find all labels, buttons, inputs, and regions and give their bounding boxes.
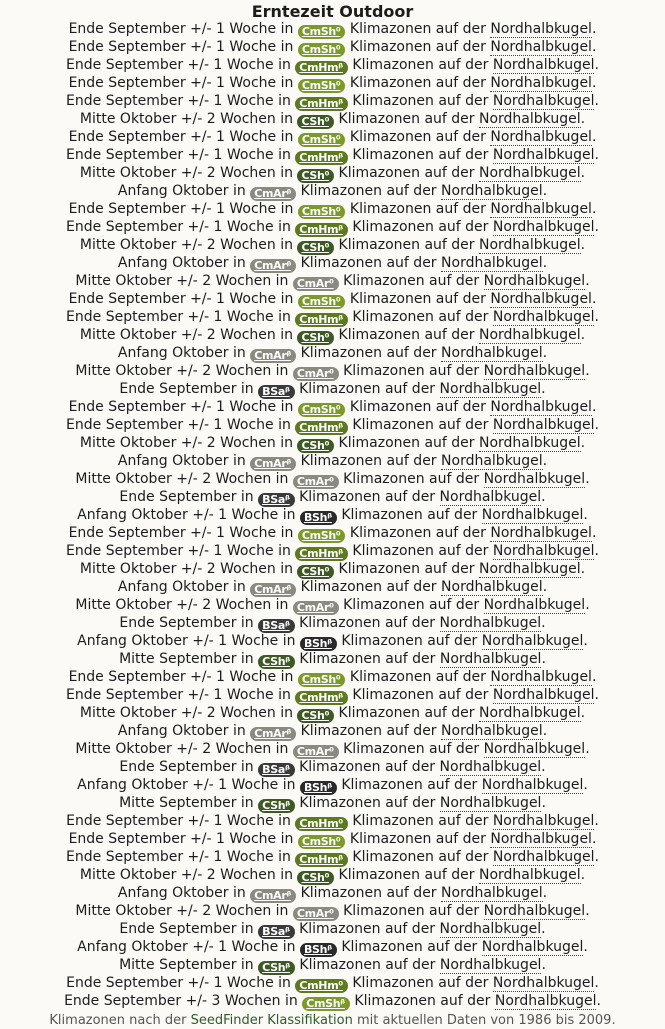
hemisphere-link[interactable]: Nordhalbkugel (490, 21, 592, 37)
climate-zone-suffix: Klimazonen auf der (338, 561, 475, 577)
climate-zone-suffix: Klimazonen auf der (338, 867, 475, 883)
hemisphere-link[interactable]: Nordhalbkugel (490, 39, 592, 55)
footer-text-before: Klimazonen nach der (49, 1013, 191, 1028)
harvest-time-text: Mitte Oktober +/- 2 Wochen in (79, 705, 293, 721)
climate-zone-badge[interactable]: CSh⁰ (297, 115, 334, 129)
climate-zone-suffix: Klimazonen auf der (299, 759, 436, 775)
climate-zone-suffix: Klimazonen auf der (341, 633, 478, 649)
hemisphere-link[interactable]: Nordhalbkugel (441, 579, 543, 595)
harvest-row: Ende September +/- 1 Woche in CmHmᵝ Klimazonen auf der Nordhalbkugel. (66, 147, 599, 164)
hemisphere-link[interactable]: Nordhalbkugel (481, 633, 584, 649)
harvest-time-text: Ende September +/- 1 Woche in (66, 849, 291, 865)
harvest-time-text: Anfang Oktober +/- 1 Woche in (77, 777, 296, 793)
climate-zone-suffix: Klimazonen auf der (338, 237, 475, 253)
climate-zone-suffix: Klimazonen auf der (299, 381, 436, 397)
harvest-row: Ende September +/- 1 Woche in CmHmᵝ Klimazonen auf der Nordhalbkugel. (66, 417, 599, 434)
climate-zone-suffix: Klimazonen auf der (343, 741, 480, 757)
climate-zone-suffix: Klimazonen auf der (300, 885, 437, 901)
climate-zone-suffix: Klimazonen auf der (349, 291, 486, 307)
climate-zone-badge[interactable]: CShᵝ (258, 655, 295, 669)
climate-zone-badge[interactable]: BShᵝ (300, 943, 337, 957)
harvest-row: Anfang Oktober in CmArᵝ Klimazonen auf der Nordhalbkugel. (117, 723, 548, 740)
climate-zone-badge[interactable]: CmAr⁰ (293, 745, 339, 759)
harvest-time-text: Ende September +/- 1 Woche in (66, 219, 291, 235)
harvest-row: Ende September +/- 1 Woche in CmSh⁰ Klimazonen auf der Nordhalbkugel. (68, 831, 597, 848)
climate-zone-badge[interactable]: CmHmᵝ (295, 313, 348, 327)
climate-zone-suffix: Klimazonen auf der (352, 849, 489, 865)
climate-zone-suffix: Klimazonen auf der (349, 831, 486, 847)
climate-zone-badge[interactable]: CShᵝ (258, 799, 295, 813)
climate-zone-badge[interactable]: CmHmᵝ (295, 691, 348, 705)
hemisphere-link[interactable]: Nordhalbkugel (439, 651, 542, 667)
climate-zone-badge[interactable]: CmSh⁰ (298, 43, 346, 57)
harvest-time-text: Mitte Oktober +/- 2 Wochen in (79, 867, 293, 883)
harvest-time-text: Ende September +/- 1 Woche in (68, 669, 294, 685)
harvest-row: Ende September in BSaᵝ Klimazonen auf der Nordhalbkugel. (119, 615, 546, 632)
harvest-time-text: Ende September +/- 3 Wochen in (64, 993, 298, 1009)
harvest-time-text: Ende September +/- 1 Woche in (66, 309, 291, 325)
hemisphere-link[interactable]: Nordhalbkugel (479, 867, 581, 883)
climate-zone-suffix: Klimazonen auf der (349, 129, 486, 145)
harvest-time-text: Ende September +/- 1 Woche in (66, 417, 291, 433)
climate-zone-badge[interactable]: BShᵝ (300, 637, 337, 651)
hemisphere-link[interactable]: Nordhalbkugel (483, 471, 586, 487)
harvest-row: Ende September +/- 1 Woche in CmHmᵝ Klimazonen auf der Nordhalbkugel. (66, 849, 599, 866)
harvest-time-text: Anfang Oktober in (117, 345, 246, 361)
harvest-time-text: Anfang Oktober in (117, 579, 246, 595)
harvest-time-text: Mitte Oktober +/- 2 Wochen in (75, 597, 289, 613)
harvest-row: Mitte Oktober +/- 2 Wochen in CSh⁰ Klimazonen auf der Nordhalbkugel. (79, 561, 586, 578)
hemisphere-link[interactable]: Nordhalbkugel (441, 723, 543, 739)
harvest-row: Mitte Oktober +/- 2 Wochen in CmAr⁰ Klimazonen auf der Nordhalbkugel. (75, 741, 590, 758)
hemisphere-link[interactable]: Nordhalbkugel (490, 291, 592, 307)
climate-zone-suffix: Klimazonen auf der (338, 327, 475, 343)
harvest-row: Mitte Oktober +/- 2 Wochen in CSh⁰ Klimazonen auf der Nordhalbkugel. (79, 237, 586, 254)
climate-zone-badge[interactable]: BSaᵝ (258, 619, 295, 633)
harvest-row: Ende September +/- 1 Woche in CmHm⁰ Klimazonen auf der Nordhalbkugel. (66, 813, 599, 830)
climate-zone-suffix: Klimazonen auf der (349, 399, 486, 415)
climate-zone-suffix: Klimazonen auf der (300, 723, 437, 739)
hemisphere-link[interactable]: Nordhalbkugel (479, 561, 581, 577)
climate-zone-suffix: Klimazonen auf der (349, 669, 486, 685)
harvest-row: Mitte Oktober +/- 2 Wochen in CSh⁰ Klimazonen auf der Nordhalbkugel. (79, 111, 586, 128)
climate-zone-badge[interactable]: CmSh⁰ (298, 295, 346, 309)
climate-zone-badge[interactable]: CmHmᵝ (295, 547, 348, 561)
climate-zone-suffix: Klimazonen auf der (352, 975, 489, 991)
climate-zone-badge[interactable]: CmHmᵝ (295, 61, 348, 75)
climate-zone-badge[interactable]: CSh⁰ (297, 565, 334, 579)
climate-zone-suffix: Klimazonen auf der (349, 21, 486, 37)
climate-zone-suffix: Klimazonen auf der (349, 525, 486, 541)
harvest-row: Ende September +/- 1 Woche in CmHmᵝ Klimazonen auf der Nordhalbkugel. (66, 57, 599, 74)
harvest-row: Ende September +/- 1 Woche in CmSh⁰ Klimazonen auf der Nordhalbkugel. (68, 291, 597, 308)
hemisphere-link[interactable]: Nordhalbkugel (492, 687, 595, 703)
harvest-row: Anfang Oktober in CmArᵝ Klimazonen auf der Nordhalbkugel. (117, 345, 548, 362)
footer-text-after: mit aktuellen Daten von 1986 bis 2009. (352, 1013, 616, 1028)
harvest-time-text: Ende September +/- 1 Woche in (68, 201, 294, 217)
harvest-time-text: Ende September +/- 1 Woche in (66, 57, 291, 73)
climate-zone-badge[interactable]: CmArᵝ (250, 349, 296, 363)
hemisphere-link[interactable]: Nordhalbkugel (479, 327, 581, 343)
climate-zone-badge[interactable]: BSaᵝ (258, 925, 295, 939)
hemisphere-link[interactable]: Nordhalbkugel (492, 417, 595, 433)
climate-zone-suffix: Klimazonen auf der (338, 705, 475, 721)
hemisphere-link[interactable]: Nordhalbkugel (483, 741, 586, 757)
hemisphere-link[interactable]: Nordhalbkugel (479, 435, 581, 451)
hemisphere-link[interactable]: Nordhalbkugel (483, 363, 586, 379)
climate-zone-suffix: Klimazonen auf der (343, 363, 480, 379)
harvest-row: Anfang Oktober in CmArᵝ Klimazonen auf der Nordhalbkugel. (117, 579, 548, 596)
climate-zone-badge[interactable]: CmShᵝ (302, 997, 350, 1011)
hemisphere-link[interactable]: Nordhalbkugel (439, 957, 542, 973)
harvest-row: Ende September +/- 1 Woche in CmSh⁰ Klimazonen auf der Nordhalbkugel. (68, 669, 597, 686)
climate-zone-suffix: Klimazonen auf der (299, 957, 436, 973)
harvest-row: Ende September +/- 1 Woche in CmSh⁰ Klimazonen auf der Nordhalbkugel. (68, 129, 597, 146)
climate-zone-badge[interactable]: CSh⁰ (297, 169, 334, 183)
harvest-time-text: Ende September +/- 1 Woche in (68, 525, 294, 541)
climate-zone-badge[interactable]: CmAr⁰ (293, 367, 339, 381)
hemisphere-link[interactable]: Nordhalbkugel (441, 255, 543, 271)
harvest-time-text: Mitte Oktober +/- 2 Wochen in (75, 903, 289, 919)
climate-zone-suffix: Klimazonen auf der (300, 579, 437, 595)
hemisphere-link[interactable]: Nordhalbkugel (439, 381, 542, 397)
climate-zone-suffix: Klimazonen auf der (349, 39, 486, 55)
harvest-row: Mitte Oktober +/- 2 Wochen in CSh⁰ Klimazonen auf der Nordhalbkugel. (79, 867, 586, 884)
climate-zone-badge[interactable]: CSh⁰ (297, 331, 334, 345)
climate-zone-badge[interactable]: CmSh⁰ (298, 25, 346, 39)
hemisphere-link[interactable]: Nordhalbkugel (492, 813, 595, 829)
hemisphere-link[interactable]: Nordhalbkugel (492, 975, 595, 991)
harvest-time-text: Mitte September in (119, 795, 254, 811)
harvest-row: Ende September in BSaᵝ Klimazonen auf der Nordhalbkugel. (119, 381, 546, 398)
climate-zone-badge[interactable]: CmHmᵝ (295, 151, 348, 165)
climate-zone-badge[interactable]: CmSh⁰ (298, 403, 346, 417)
climate-zone-badge[interactable]: CmArᵝ (250, 727, 296, 741)
harvest-row: Mitte Oktober +/- 2 Wochen in CmAr⁰ Klimazonen auf der Nordhalbkugel. (75, 903, 590, 920)
climate-zone-suffix: Klimazonen auf der (352, 57, 489, 73)
harvest-time-text: Mitte Oktober +/- 2 Wochen in (75, 363, 289, 379)
climate-zone-badge[interactable]: CmHm⁰ (295, 979, 348, 993)
climate-zone-badge[interactable]: BShᵝ (300, 781, 337, 795)
harvest-row: Mitte Oktober +/- 2 Wochen in CSh⁰ Klimazonen auf der Nordhalbkugel. (79, 435, 586, 452)
harvest-time-text: Ende September +/- 1 Woche in (68, 399, 294, 415)
harvest-time-text: Mitte Oktober +/- 2 Wochen in (79, 165, 293, 181)
harvest-row: Ende September +/- 1 Woche in CmSh⁰ Klimazonen auf der Nordhalbkugel. (68, 399, 597, 416)
hemisphere-link[interactable]: Nordhalbkugel (492, 849, 595, 865)
hemisphere-link[interactable]: Nordhalbkugel (490, 669, 592, 685)
harvest-time-text: Mitte September in (119, 651, 254, 667)
harvest-time-text: Ende September in (119, 489, 254, 505)
harvest-time-text: Mitte Oktober +/- 2 Wochen in (79, 327, 293, 343)
hemisphere-link[interactable]: Nordhalbkugel (494, 993, 597, 1009)
hemisphere-link[interactable]: Nordhalbkugel (441, 183, 543, 199)
footer-note (0, 1013, 665, 1029)
climate-zone-suffix: Klimazonen auf der (349, 75, 486, 91)
climate-zone-badge[interactable]: CmAr⁰ (293, 277, 339, 291)
climate-zone-suffix: Klimazonen auf der (343, 597, 480, 613)
climate-zone-suffix: Klimazonen auf der (341, 507, 478, 523)
hemisphere-link[interactable]: Nordhalbkugel (492, 219, 595, 235)
harvest-time-text: Ende September +/- 1 Woche in (68, 129, 294, 145)
harvest-time-text: Anfang Oktober +/- 1 Woche in (77, 507, 296, 523)
hemisphere-link[interactable]: Nordhalbkugel (441, 885, 543, 901)
climate-zone-badge[interactable]: CmSh⁰ (298, 205, 346, 219)
hemisphere-link[interactable]: Nordhalbkugel (492, 543, 595, 559)
harvest-time-text: Ende September +/- 1 Woche in (66, 687, 291, 703)
climate-zone-badge[interactable]: CmHmᵝ (295, 97, 348, 111)
harvest-row: Anfang Oktober in CmArᵝ Klimazonen auf der Nordhalbkugel. (117, 885, 548, 902)
harvest-row: Ende September +/- 1 Woche in CmHmᵝ Klimazonen auf der Nordhalbkugel. (66, 309, 599, 326)
climate-zone-suffix: Klimazonen auf der (338, 111, 475, 127)
climate-zone-suffix: Klimazonen auf der (352, 687, 489, 703)
harvest-row: Ende September in BSaᵝ Klimazonen auf der Nordhalbkugel. (119, 489, 546, 506)
hemisphere-link[interactable]: Nordhalbkugel (439, 921, 542, 937)
harvest-row: Ende September +/- 1 Woche in CmHmᵝ Klimazonen auf der Nordhalbkugel. (66, 93, 599, 110)
harvest-time-text: Mitte Oktober +/- 2 Wochen in (75, 471, 289, 487)
harvest-row: Mitte Oktober +/- 2 Wochen in CmAr⁰ Klimazonen auf der Nordhalbkugel. (75, 273, 590, 290)
climate-zone-suffix: Klimazonen auf der (343, 471, 480, 487)
harvest-list (0, 21, 665, 1011)
climate-zone-suffix: Klimazonen auf der (352, 813, 489, 829)
harvest-row: Mitte Oktober +/- 2 Wochen in CmAr⁰ Klimazonen auf der Nordhalbkugel. (75, 363, 590, 380)
harvest-time-text: Ende September +/- 1 Woche in (68, 21, 294, 37)
harvest-row: Mitte Oktober +/- 2 Wochen in CSh⁰ Klimazonen auf der Nordhalbkugel. (79, 705, 586, 722)
harvest-row: Ende September +/- 1 Woche in CmSh⁰ Klimazonen auf der Nordhalbkugel. (68, 201, 597, 218)
harvest-time-text: Ende September in (119, 615, 254, 631)
harvest-row: Mitte September in CShᵝ Klimazonen auf der Nordhalbkugel. (119, 795, 546, 812)
hemisphere-link[interactable]: Nordhalbkugel (490, 201, 592, 217)
harvest-row: Ende September in BSaᵝ Klimazonen auf der Nordhalbkugel. (119, 921, 546, 938)
harvest-time-text: Ende September +/- 1 Woche in (66, 147, 291, 163)
hemisphere-link[interactable]: Nordhalbkugel (490, 399, 592, 415)
climate-zone-badge[interactable]: CmArᵝ (250, 259, 296, 273)
hemisphere-link[interactable]: Nordhalbkugel (492, 57, 595, 73)
harvest-time-text: Anfang Oktober in (117, 723, 246, 739)
climate-zone-suffix: Klimazonen auf der (349, 201, 486, 217)
harvest-row: Mitte Oktober +/- 2 Wochen in CSh⁰ Klimazonen auf der Nordhalbkugel. (79, 327, 586, 344)
hemisphere-link[interactable]: Nordhalbkugel (439, 795, 542, 811)
climate-zone-badge[interactable]: CmHmᵝ (295, 223, 348, 237)
hemisphere-link[interactable]: Nordhalbkugel (490, 525, 592, 541)
hemisphere-link[interactable]: Nordhalbkugel (481, 777, 584, 793)
harvest-time-text: Ende September +/- 1 Woche in (68, 39, 294, 55)
climate-zone-badge[interactable]: CmSh⁰ (298, 529, 346, 543)
climate-zone-suffix: Klimazonen auf der (343, 903, 480, 919)
climate-zone-badge[interactable]: CmSh⁰ (298, 673, 346, 687)
climate-zone-suffix: Klimazonen auf der (352, 147, 489, 163)
hemisphere-link[interactable]: Nordhalbkugel (479, 705, 581, 721)
harvest-time-text: Ende September +/- 1 Woche in (66, 975, 291, 991)
harvest-row: Ende September +/- 1 Woche in CmHm⁰ Klimazonen auf der Nordhalbkugel. (66, 975, 599, 992)
harvest-time-text: Anfang Oktober +/- 1 Woche in (77, 633, 296, 649)
climate-zone-suffix: Klimazonen auf der (299, 795, 436, 811)
harvest-time-text: Mitte Oktober +/- 2 Wochen in (79, 237, 293, 253)
climate-zone-badge[interactable]: CSh⁰ (297, 871, 334, 885)
harvest-row: Anfang Oktober in CmArᵝ Klimazonen auf der Nordhalbkugel. (117, 255, 548, 272)
climate-zone-suffix: Klimazonen auf der (338, 165, 475, 181)
harvest-row: Ende September +/- 1 Woche in CmHmᵝ Klimazonen auf der Nordhalbkugel. (66, 219, 599, 236)
climate-zone-badge[interactable]: CmHmᵝ (295, 853, 348, 867)
harvest-row: Mitte September in CShᵝ Klimazonen auf der Nordhalbkugel. (119, 651, 546, 668)
climate-zone-suffix: Klimazonen auf der (299, 615, 436, 631)
climate-zone-suffix: Klimazonen auf der (300, 183, 437, 199)
harvest-row: Anfang Oktober +/- 1 Woche in BShᵝ Klimazonen auf der Nordhalbkugel. (77, 507, 588, 524)
harvest-row: Ende September in BSaᵝ Klimazonen auf der Nordhalbkugel. (119, 759, 546, 776)
climate-zone-badge[interactable]: BShᵝ (300, 511, 337, 525)
harvest-row: Anfang Oktober +/- 1 Woche in BShᵝ Klimazonen auf der Nordhalbkugel. (77, 939, 588, 956)
harvest-row: Mitte Oktober +/- 2 Wochen in CmAr⁰ Klimazonen auf der Nordhalbkugel. (75, 597, 590, 614)
seedfinder-classification-link[interactable]: SeedFinder Klassifikation (190, 1013, 353, 1028)
climate-zone-suffix: Klimazonen auf der (300, 453, 437, 469)
climate-zone-badge[interactable]: CmSh⁰ (298, 133, 346, 147)
climate-zone-suffix: Klimazonen auf der (341, 777, 478, 793)
harvest-time-text: Anfang Oktober in (117, 885, 246, 901)
climate-zone-suffix: Klimazonen auf der (352, 309, 489, 325)
climate-zone-badge[interactable]: CSh⁰ (297, 439, 334, 453)
climate-zone-suffix: Klimazonen auf der (299, 651, 436, 667)
harvest-time-text: Mitte Oktober +/- 2 Wochen in (75, 273, 289, 289)
climate-zone-badge[interactable]: CmSh⁰ (298, 79, 346, 93)
climate-zone-suffix: Klimazonen auf der (352, 93, 489, 109)
climate-zone-badge[interactable]: CmHmᵝ (295, 421, 348, 435)
harvest-time-text: Anfang Oktober in (117, 183, 246, 199)
climate-zone-suffix: Klimazonen auf der (341, 939, 478, 955)
climate-zone-badge[interactable]: CmArᵝ (250, 583, 296, 597)
page-title: Erntezeit Outdoor (251, 2, 414, 21)
harvest-time-text: Anfang Oktober +/- 1 Woche in (77, 939, 296, 955)
climate-zone-badge[interactable]: CmArᵝ (250, 187, 296, 201)
harvest-time-text: Ende September +/- 1 Woche in (66, 543, 291, 559)
climate-zone-badge[interactable]: CSh⁰ (297, 709, 334, 723)
climate-zone-suffix: Klimazonen auf der (352, 219, 489, 235)
hemisphere-link[interactable]: Nordhalbkugel (492, 309, 595, 325)
climate-zone-suffix: Klimazonen auf der (352, 417, 489, 433)
hemisphere-link[interactable]: Nordhalbkugel (481, 507, 584, 523)
climate-zone-suffix: Klimazonen auf der (300, 255, 437, 271)
climate-zone-badge[interactable]: CmArᵝ (250, 889, 296, 903)
hemisphere-link[interactable]: Nordhalbkugel (439, 615, 542, 631)
harvest-time-text: Mitte September in (119, 957, 254, 973)
climate-zone-suffix: Klimazonen auf der (338, 435, 475, 451)
harvest-row: Anfang Oktober +/- 1 Woche in BShᵝ Klimazonen auf der Nordhalbkugel. (77, 777, 588, 794)
hemisphere-link[interactable]: Nordhalbkugel (492, 93, 595, 109)
hemisphere-link[interactable]: Nordhalbkugel (439, 759, 542, 775)
harvest-row: Ende September +/- 1 Woche in CmHmᵝ Klimazonen auf der Nordhalbkugel. (66, 543, 599, 560)
hemisphere-link[interactable]: Nordhalbkugel (492, 147, 595, 163)
harvest-time-text: Mitte Oktober +/- 2 Wochen in (79, 561, 293, 577)
harvest-row: Mitte Oktober +/- 2 Wochen in CmAr⁰ Klimazonen auf der Nordhalbkugel. (75, 471, 590, 488)
hemisphere-link[interactable]: Nordhalbkugel (439, 489, 542, 505)
harvest-time-text: Ende September +/- 1 Woche in (68, 831, 294, 847)
harvest-row: Anfang Oktober +/- 1 Woche in BShᵝ Klimazonen auf der Nordhalbkugel. (77, 633, 588, 650)
climate-zone-badge[interactable]: CmAr⁰ (293, 601, 339, 615)
climate-zone-badge[interactable]: BSaᵝ (258, 385, 295, 399)
climate-zone-suffix: Klimazonen auf der (343, 273, 480, 289)
hemisphere-link[interactable]: Nordhalbkugel (441, 453, 543, 469)
climate-zone-badge[interactable]: CmSh⁰ (298, 835, 346, 849)
harvest-time-text: Ende September in (119, 759, 254, 775)
harvest-time-text: Mitte Oktober +/- 2 Wochen in (79, 111, 293, 127)
hemisphere-link[interactable]: Nordhalbkugel (490, 75, 592, 91)
climate-zone-suffix: Klimazonen auf der (300, 345, 437, 361)
climate-zone-badge[interactable]: CmArᵝ (250, 457, 296, 471)
harvest-row: Mitte Oktober +/- 2 Wochen in CSh⁰ Klimazonen auf der Nordhalbkugel. (79, 165, 586, 182)
harvest-row: Ende September +/- 3 Wochen in CmShᵝ Klimazonen auf der Nordhalbkugel. (64, 993, 601, 1010)
climate-zone-badge[interactable]: BSaᵝ (258, 763, 295, 777)
harvest-row: Ende September +/- 1 Woche in CmHmᵝ Klimazonen auf der Nordhalbkugel. (66, 687, 599, 704)
climate-zone-badge[interactable]: CmHm⁰ (295, 817, 348, 831)
hemisphere-link[interactable]: Nordhalbkugel (483, 273, 586, 289)
hemisphere-link[interactable]: Nordhalbkugel (479, 111, 581, 127)
climate-zone-badge[interactable]: CSh⁰ (297, 241, 334, 255)
harvest-time-text: Ende September +/- 1 Woche in (68, 75, 294, 91)
climate-zone-suffix: Klimazonen auf der (354, 993, 491, 1009)
harvest-time-text: Ende September +/- 1 Woche in (68, 291, 294, 307)
climate-zone-suffix: Klimazonen auf der (299, 921, 436, 937)
harvest-time-text: Mitte Oktober +/- 2 Wochen in (75, 741, 289, 757)
harvest-row: Mitte September in CShᵝ Klimazonen auf der Nordhalbkugel. (119, 957, 546, 974)
climate-zone-badge[interactable]: CmAr⁰ (293, 907, 339, 921)
harvest-row: Ende September +/- 1 Woche in CmSh⁰ Klimazonen auf der Nordhalbkugel. (68, 39, 597, 56)
harvest-time-text: Ende September in (119, 381, 254, 397)
climate-zone-badge[interactable]: CmAr⁰ (293, 475, 339, 489)
hemisphere-link[interactable]: Nordhalbkugel (483, 597, 586, 613)
climate-zone-suffix: Klimazonen auf der (352, 543, 489, 559)
hemisphere-link[interactable]: Nordhalbkugel (441, 345, 543, 361)
harvest-time-text: Ende September +/- 1 Woche in (66, 93, 291, 109)
climate-zone-badge[interactable]: BSaᵝ (258, 493, 295, 507)
harvest-time-text: Anfang Oktober in (117, 255, 246, 271)
harvest-row: Anfang Oktober in CmArᵝ Klimazonen auf der Nordhalbkugel. (117, 183, 548, 200)
harvest-row: Ende September +/- 1 Woche in CmSh⁰ Klimazonen auf der Nordhalbkugel. (68, 75, 597, 92)
harvest-row: Ende September +/- 1 Woche in CmSh⁰ Klimazonen auf der Nordhalbkugel. (68, 21, 597, 38)
harvest-time-text: Ende September in (119, 921, 254, 937)
harvest-time-text: Anfang Oktober in (117, 453, 246, 469)
hemisphere-link[interactable]: Nordhalbkugel (479, 237, 581, 253)
hemisphere-link[interactable]: Nordhalbkugel (481, 939, 584, 955)
climate-zone-badge[interactable]: CShᵝ (258, 961, 295, 975)
harvest-row: Anfang Oktober in CmArᵝ Klimazonen auf der Nordhalbkugel. (117, 453, 548, 470)
hemisphere-link[interactable]: Nordhalbkugel (490, 831, 592, 847)
hemisphere-link[interactable]: Nordhalbkugel (479, 165, 581, 181)
hemisphere-link[interactable]: Nordhalbkugel (483, 903, 586, 919)
harvest-time-text: Mitte Oktober +/- 2 Wochen in (79, 435, 293, 451)
climate-zone-suffix: Klimazonen auf der (299, 489, 436, 505)
harvest-row: Ende September +/- 1 Woche in CmSh⁰ Klimazonen auf der Nordhalbkugel. (68, 525, 597, 542)
harvest-time-text: Ende September +/- 1 Woche in (66, 813, 291, 829)
hemisphere-link[interactable]: Nordhalbkugel (490, 129, 592, 145)
